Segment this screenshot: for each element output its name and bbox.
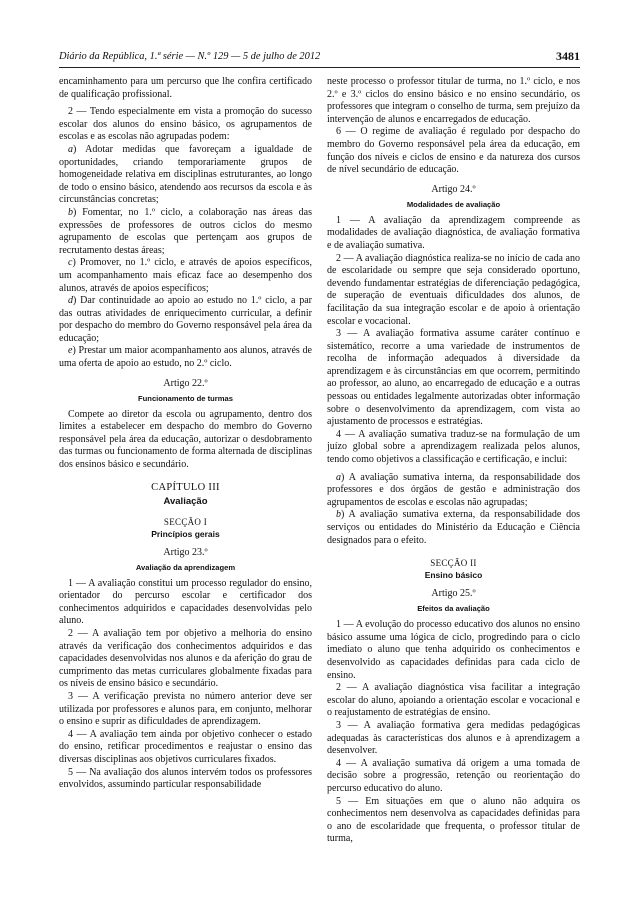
article-heading: Artigo 23.º — [163, 546, 208, 558]
paragraph: 1 — A avaliação constitui um processo regulador do ensino, orientador do percurso escolar e certificador dos conhecimentos adquiridos e capacidades desenvolvidas pelo aluno. — [59, 577, 312, 627]
item-text: ) Adotar medidas que favoreçam a igualdade de oportunidades, criando temporariamente grupos de homogeneidade relativa em disciplinas estruturantes, ao longo de todo o ensino básico, atendendo aos recursos da escola e às circunstâncias concretas; — [59, 143, 312, 206]
paragraph: 3 — A avaliação formativa assume caráter contínuo e sistemático, recorre a uma variedade de instrumentos de recolha de informação adequados à diversidade da aprendizagem e às circunstâncias em que ocorrem, permitindo ao professor, ao aluno, ao encarregado de educação e a outras pessoas ou entidades legalmente autorizadas obter informação sobre o desenvolvimento da aprendizagem, com vista ao ajustamento de processos e estratégias. — [327, 328, 580, 428]
item-text: ) A avaliação sumativa externa, da responsabilidade dos serviços ou entidades do Ministério da Educação e Ciência designados para o efeito. — [327, 509, 580, 546]
section-heading: SECÇÃO I — [163, 516, 208, 527]
article-heading: Artigo 25.º — [431, 588, 476, 600]
paragraph: 1 — A avaliação da aprendizagem compreende as modalidades de avaliação diagnóstica, de avaliação formativa e de avaliação sumativa. — [327, 214, 580, 251]
paragraph: 4 — A avaliação sumativa traduz-se na formulação de um juízo global sobre a aprendizagem realizada pelos alunos, tendo como objetivos a classificação e certificação, e inclui: — [327, 428, 580, 466]
section-title: Ensino básico — [424, 570, 483, 581]
article-heading: Artigo 22.º — [163, 377, 208, 389]
item-letter: b — [336, 509, 341, 521]
page-number: 3481 — [556, 49, 580, 63]
section-heading: SECÇÃO II — [430, 558, 477, 569]
item-letter: d — [68, 295, 73, 307]
paragraph: 2 — A avaliação diagnóstica realiza-se no início de cada ano de escolaridade ou sempre que seja considerado oportuno, devendo fundamentar estratégias de diferenciação pedagógica, de superação de eventuais dificuldades dos alunos, de facilitação da sua integração escolar e de apoio à orientação escolar e vocacional. — [327, 252, 580, 327]
header-rule — [59, 67, 580, 68]
chapter-title: Avaliação — [163, 495, 208, 507]
list-item — [59, 207, 312, 257]
paragraph: Compete ao diretor da escola ou agrupamento, dentro dos limites a estabelecer em despacho do membro do Governo responsável pela área da educação, autorizar o desdobramento das turmas ou funcionamento de forma alternada de disciplinas dos ensinos básico e secundário. — [59, 408, 312, 471]
article-title: Avaliação da aprendizagem — [135, 562, 236, 572]
paragraph: 4 — A avaliação sumativa dá origem a uma tomada de decisão sobre a progressão, retenção ou reorientação do percurso educativo do aluno. — [327, 757, 580, 794]
paragraph: 3 — A verificação prevista no número anterior deve ser utilizada por professores e alunos para, em conjunto, melhorar o ensino e suprir as dificuldades de aprendizagem. — [59, 690, 312, 728]
list-item — [59, 144, 312, 207]
right-column — [327, 76, 580, 846]
paragraph: 2 — A avaliação diagnóstica visa facilitar a integração escolar do aluno, apoiando a orientação escolar e vocacional e o reajustamento de estratégias de ensino. — [327, 682, 580, 719]
paragraph: encaminhamento para um percurso que lhe confira certificado de qualificação profissional. — [59, 76, 312, 100]
item-letter: a — [68, 143, 73, 155]
list-item — [327, 472, 580, 510]
item-letter: e — [68, 345, 73, 357]
paragraph: 6 — O regime de avaliação é regulado por despacho do membro do Governo responsável pela área da educação, em função dos níveis e ciclos de ensino e da natureza dos cursos de nível secundário de educação. — [327, 126, 580, 176]
item-letter: b — [68, 206, 73, 218]
list-item — [59, 345, 312, 370]
article-title: Efeitos da avaliação — [417, 604, 490, 614]
left-column — [59, 76, 312, 792]
list-item — [59, 257, 312, 295]
paragraph: 2 — Tendo especialmente em vista a promoção do sucesso escolar dos alunos do ensino básico, os agrupamentos de escolas e as escolas não agrupadas podem: — [59, 106, 312, 143]
item-text: ) Dar continuidade ao apoio ao estudo no 1.º ciclo, a par das outras atividades de enriquecimento curricular, a definir por despacho do membro do Governo responsável pela área da educação; — [59, 295, 312, 344]
paragraph: 4 — A avaliação tem ainda por objetivo conhecer o estado do ensino, retificar procedimentos e reajustar o ensino das diversas disciplinas aos objetivos curriculares fixados. — [59, 728, 312, 765]
article-heading: Artigo 24.º — [431, 183, 476, 195]
list-item — [59, 295, 312, 345]
paragraph: neste processo o professor titular de turma, no 1.º ciclo, e nos 2.º e 3.º ciclos do ensino básico e no ensino secundário, os professores que integram o conselho de turma, sem prejuízo da intervenção de alunos e encarregados de educação. — [327, 76, 580, 125]
paragraph: 5 — Na avaliação dos alunos intervém todos os professores envolvidos, assumindo particular responsabilidade — [59, 766, 312, 791]
item-text: ) A avaliação sumativa interna, da responsabilidade dos professores e dos órgãos de gestão e administração dos agrupamentos de escolas e escolas não agrupadas; — [327, 471, 580, 508]
article-title: Modalidades de avaliação — [406, 199, 501, 209]
item-text: ) Fomentar, no 1.º ciclo, a colaboração nas áreas das expressões de professores de outros ciclos do mesmo agrupamento de escolas que pertençam aos grupos de recrutamento destas áreas; — [59, 206, 312, 256]
item-letter: a — [336, 471, 341, 483]
article-title: Funcionamento de turmas — [138, 393, 233, 403]
paragraph: 2 — A avaliação tem por objetivo a melhoria do ensino através da verificação dos conhecimentos adquiridos e das capacidades desenvolvidas nos alunos e da aferição do grau de cumprimento das metas curriculares globalmente fixadas para os níveis de ensino básico e secundário. — [59, 628, 312, 690]
item-text: ) Prestar um maior acompanhamento aos alunos, através de uma oferta de apoio ao estudo, no 2.º ciclo. — [59, 345, 312, 370]
journal-header: Diário da República, 1.ª série — N.º 129 — 5 de julho de 2012 — [59, 51, 321, 62]
list-item — [327, 509, 580, 547]
paragraph: 3 — A avaliação formativa gera medidas pedagógicas adequadas às características dos alunos e à aprendizagem a desenvolver. — [327, 719, 580, 757]
paragraph: 5 — Em situações em que o aluno não adquira os conhecimentos nem desenvolva as capacidades definidas para o ano de escolaridade que frequenta, o professor titular de turma, — [327, 795, 580, 845]
item-text: ) Promover, no 1.º ciclo, e através de apoios específicos, um acompanhamento mais eficaz face ao desempenho dos alunos, através de apoios específicos; — [59, 257, 312, 294]
section-title: Princípios gerais — [151, 528, 220, 539]
item-letter: c — [68, 257, 73, 269]
chapter-heading: CAPÍTULO III — [151, 481, 220, 493]
paragraph: 1 — A evolução do processo educativo dos alunos no ensino básico assume uma lógica de ciclo, progredindo para o ciclo imediato o aluno que tenha adquirido os conhecimentos e desenvolvido as capacidades definidas para cada ciclo de ensino. — [327, 619, 580, 681]
